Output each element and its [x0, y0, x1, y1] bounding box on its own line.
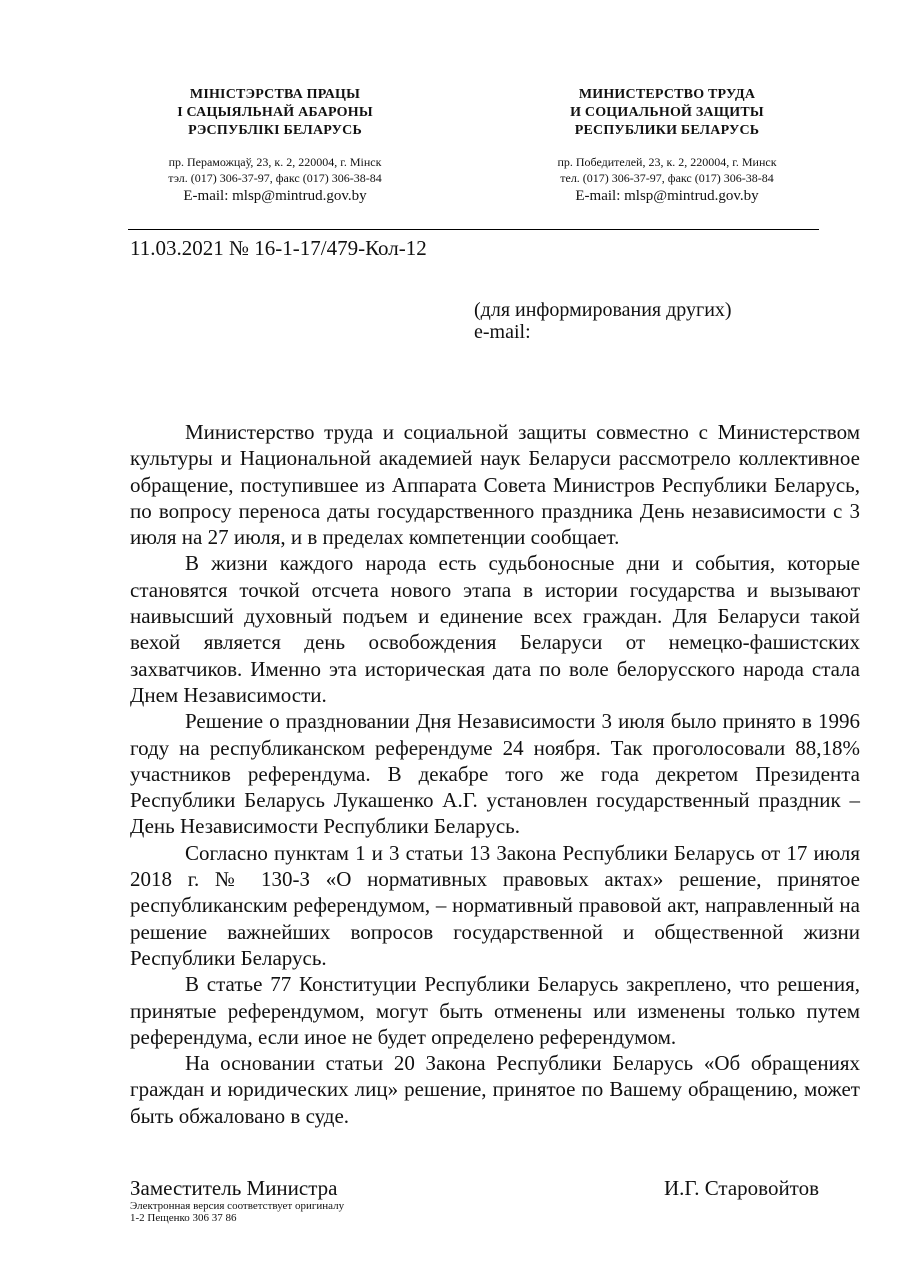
letter-body [130, 419, 860, 1129]
paragraph: В статье 77 Конституции Республики Беларусь закреплено, что решения, принятые референдумом, могут быть отменены или изменены только путем референдума, если иное не будет определено референдумом. [130, 972, 860, 1049]
phone: тел. (017) 306-37-97, факс (017) 306-38-84 [560, 171, 774, 185]
address-block-russian [502, 154, 832, 186]
address-block-belarusian [110, 154, 440, 186]
recipient-email-label: e-mail: [474, 321, 531, 343]
org-line: МИНИСТЕРСТВО ТРУДА [578, 87, 756, 102]
paragraph: В жизни каждого народа есть судьбоносные дни и события, которые становятся точкой отсчета нового этапа в истории государства и вызывают наивысший духовный подъем и единение всех граждан. Для Беларуси такой вехой является день освобождения Беларуси от немецко-фашистских захватчиков. Именно эта историческая дата по воле белорусского народа стала Днем Независимости. [130, 551, 860, 707]
paragraph: Министерство труда и социальной защиты совместно с Министерством культуры и Национальной академией наук Беларуси рассмотрело коллективное обращение, поступившее из Аппарата Совета Министров Республики Беларусь, по вопросу переноса даты государственного праздника День независимости с 3 июля на 27 июля, и в пределах компетенции сообщает. [130, 420, 860, 550]
electronic-version-note: Электронная версия соответствует оригиналу [130, 1200, 345, 1212]
org-line: РЕСПУБЛИКИ БЕЛАРУСЬ [574, 123, 760, 138]
footer-notes [130, 1200, 344, 1224]
letterhead-russian [502, 86, 832, 206]
paragraph: На основании статьи 20 Закона Республики Беларусь «Об обращениях граждан и юридических лиц» решение, принятое по Вашему обращению, может быть обжаловано в суде. [130, 1051, 860, 1128]
signatory-title: Заместитель Министра [130, 1176, 338, 1200]
address: пр. Победителей, 23, к. 2, 220004, г. Минск [557, 155, 777, 169]
org-line: І САЦЫЯЛЬНАЙ АБАРОНЫ [177, 105, 373, 120]
signatory-name: И.Г. Старовойтов [664, 1176, 819, 1200]
email: E-mail: mlsp@mintrud.gov.by [183, 188, 367, 204]
recipient-block [474, 299, 732, 343]
email: E-mail: mlsp@mintrud.gov.by [575, 188, 759, 204]
org-line: И СОЦИАЛЬНОЙ ЗАЩИТЫ [570, 105, 764, 120]
letterhead-belarusian [110, 86, 440, 206]
header-divider [128, 229, 819, 230]
org-line: МІНІСТЭРСТВА ПРАЦЫ [189, 87, 361, 102]
ministry-name-russian [502, 86, 832, 140]
address: пр. Пераможцаў, 23, к. 2, 220004, г. Мінск [168, 155, 382, 169]
phone: тэл. (017) 306-37-97, факс (017) 306-38-84 [168, 171, 382, 185]
executor-info: 1-2 Пещенко 306 37 86 [130, 1212, 237, 1224]
paragraph: Решение о праздновании Дня Независимости 3 июля было принято в 1996 году на республиканском референдуме 24 ноября. Так проголосовали 88,18% участников референдума. В декабре того же года декретом Президента Республики Беларусь Лукашенко А.Г. установлен государственный праздник – День Независимости Республики Беларусь. [130, 709, 860, 839]
org-line: РЭСПУБЛІКІ БЕЛАРУСЬ [188, 123, 362, 138]
ministry-name-belarusian [110, 86, 440, 140]
recipient-line: (для информирования других) [474, 299, 732, 321]
paragraph: Согласно пунктам 1 и 3 статьи 13 Закона Республики Беларусь от 17 июля 2018 г. № 130-З «О нормативных правовых актах» решение, принятое республиканским референдумом, – нормативный правовой акт, направленный на решение важнейших вопросов государственной и общественной жизни Республики Беларусь. [130, 840, 860, 970]
document-reference: 11.03.2021 № 16-1-17/479-Кол-12 [130, 236, 427, 260]
